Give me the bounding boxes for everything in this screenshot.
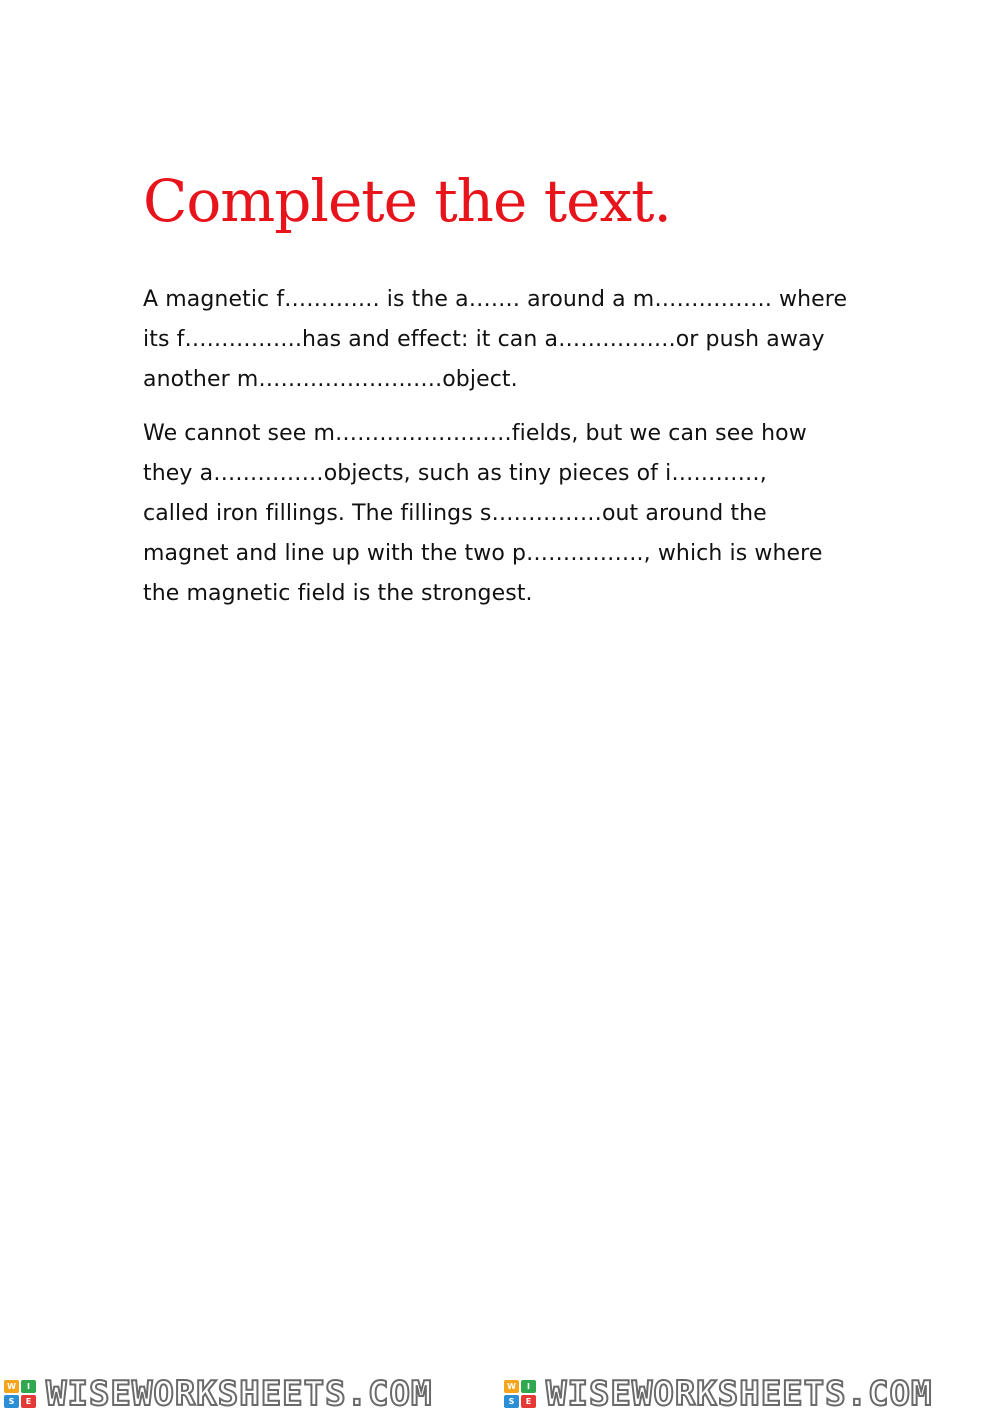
logo-letter: S xyxy=(504,1395,519,1408)
logo-letter: E xyxy=(21,1395,36,1408)
brand-unit-right xyxy=(500,1376,1000,1413)
brand-text: WISEWORKSHEETS.COM xyxy=(46,1374,433,1414)
logo-letter: W xyxy=(4,1380,19,1393)
brand-text: WISEWORKSHEETS.COM xyxy=(546,1374,933,1414)
paragraph-1: A magnetic f…………. is the a……. around a m……………. where its f…………….has and effect: it can a…………….or push away another m…………………….object. xyxy=(143,287,848,392)
logo-letter: I xyxy=(21,1380,36,1393)
brand-unit-left xyxy=(0,1376,500,1413)
worksheet-body xyxy=(143,280,863,628)
logo-letter: E xyxy=(521,1395,536,1408)
footer-banner xyxy=(0,1376,1000,1413)
logo-letter: W xyxy=(504,1380,519,1393)
wise-logo-icon xyxy=(504,1380,538,1410)
page-title: Complete the text. xyxy=(143,167,671,235)
paragraph-2: We cannot see m……………………fields, but we can see how they a……………objects, such as tiny pieces of i…………, called iron fillings. The fillings s……………out around the magnet and line up with the two p……………., which is where the magnetic field is the strongest. xyxy=(143,421,823,606)
wise-logo-icon xyxy=(4,1380,38,1410)
logo-letter: S xyxy=(4,1395,19,1408)
logo-letter: I xyxy=(521,1380,536,1393)
